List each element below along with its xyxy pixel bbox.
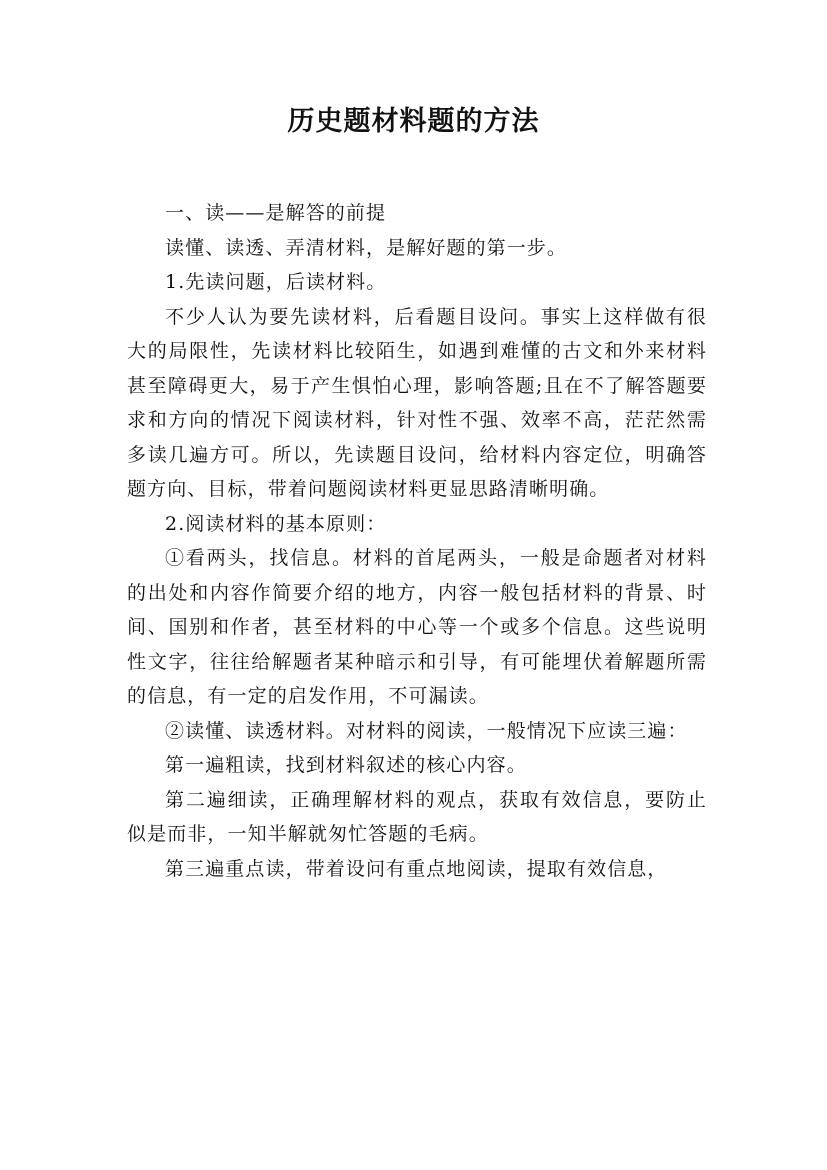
paragraph-third-reading: 第三遍重点读，带着设问有重点地阅读，提取有效信息， [165, 857, 668, 880]
document-title: 历史题材料题的方法 [287, 106, 540, 137]
subheading-read-question-first: 1.先读问题，后读材料。 [165, 271, 387, 293]
paragraph-question-first: 不少人认为要先读材料，后看题目设问。事实上这样做有很大的局限性，先读材料比较陌生，如遇到难懂的古文和外来材料甚至障碍更大，易于产生惧怕心理，影响答题;且在不了解答题要求和方向的情况下阅读材料，针对性不强、效率不高，茫茫然需多读几遍方可。所以，先读题目设问，给材料内容定位，明确答题方向、目标，带着问题阅读材料更显思路清晰明确。 [127, 305, 707, 500]
paragraph-second-reading: 第二遍细读，正确理解材料的观点，获取有效信息，要防止似是而非，一知半解就匆忙答题的毛病。 [127, 788, 707, 845]
paragraph-principle-1: ①看两头，找信息。材料的首尾两头，一般是命题者对材料的出处和内容作简要介绍的地方，内容一般包括材料的背景、时间、国别和作者，甚至材料的中心等一个或多个信息。这些说明性文字，往往给解题者某种暗示和引导，有可能埋伏着解题所需的信息，有一定的启发作用，不可漏读。 [127, 547, 707, 707]
section-heading-read: 一、读——是解答的前提 [165, 202, 387, 224]
paragraph-intro: 读懂、读透、弄清材料，是解好题的第一步。 [165, 236, 568, 259]
paragraph-first-reading: 第一遍粗读，找到材料叙述的核心内容。 [165, 754, 527, 776]
document-body [127, 196, 707, 886]
paragraph-principle-2: ②读懂、读透材料。对材料的阅读，一般情况下应读三遍： [165, 719, 688, 742]
subheading-basic-principles: 2.阅读材料的基本原则： [165, 512, 387, 535]
